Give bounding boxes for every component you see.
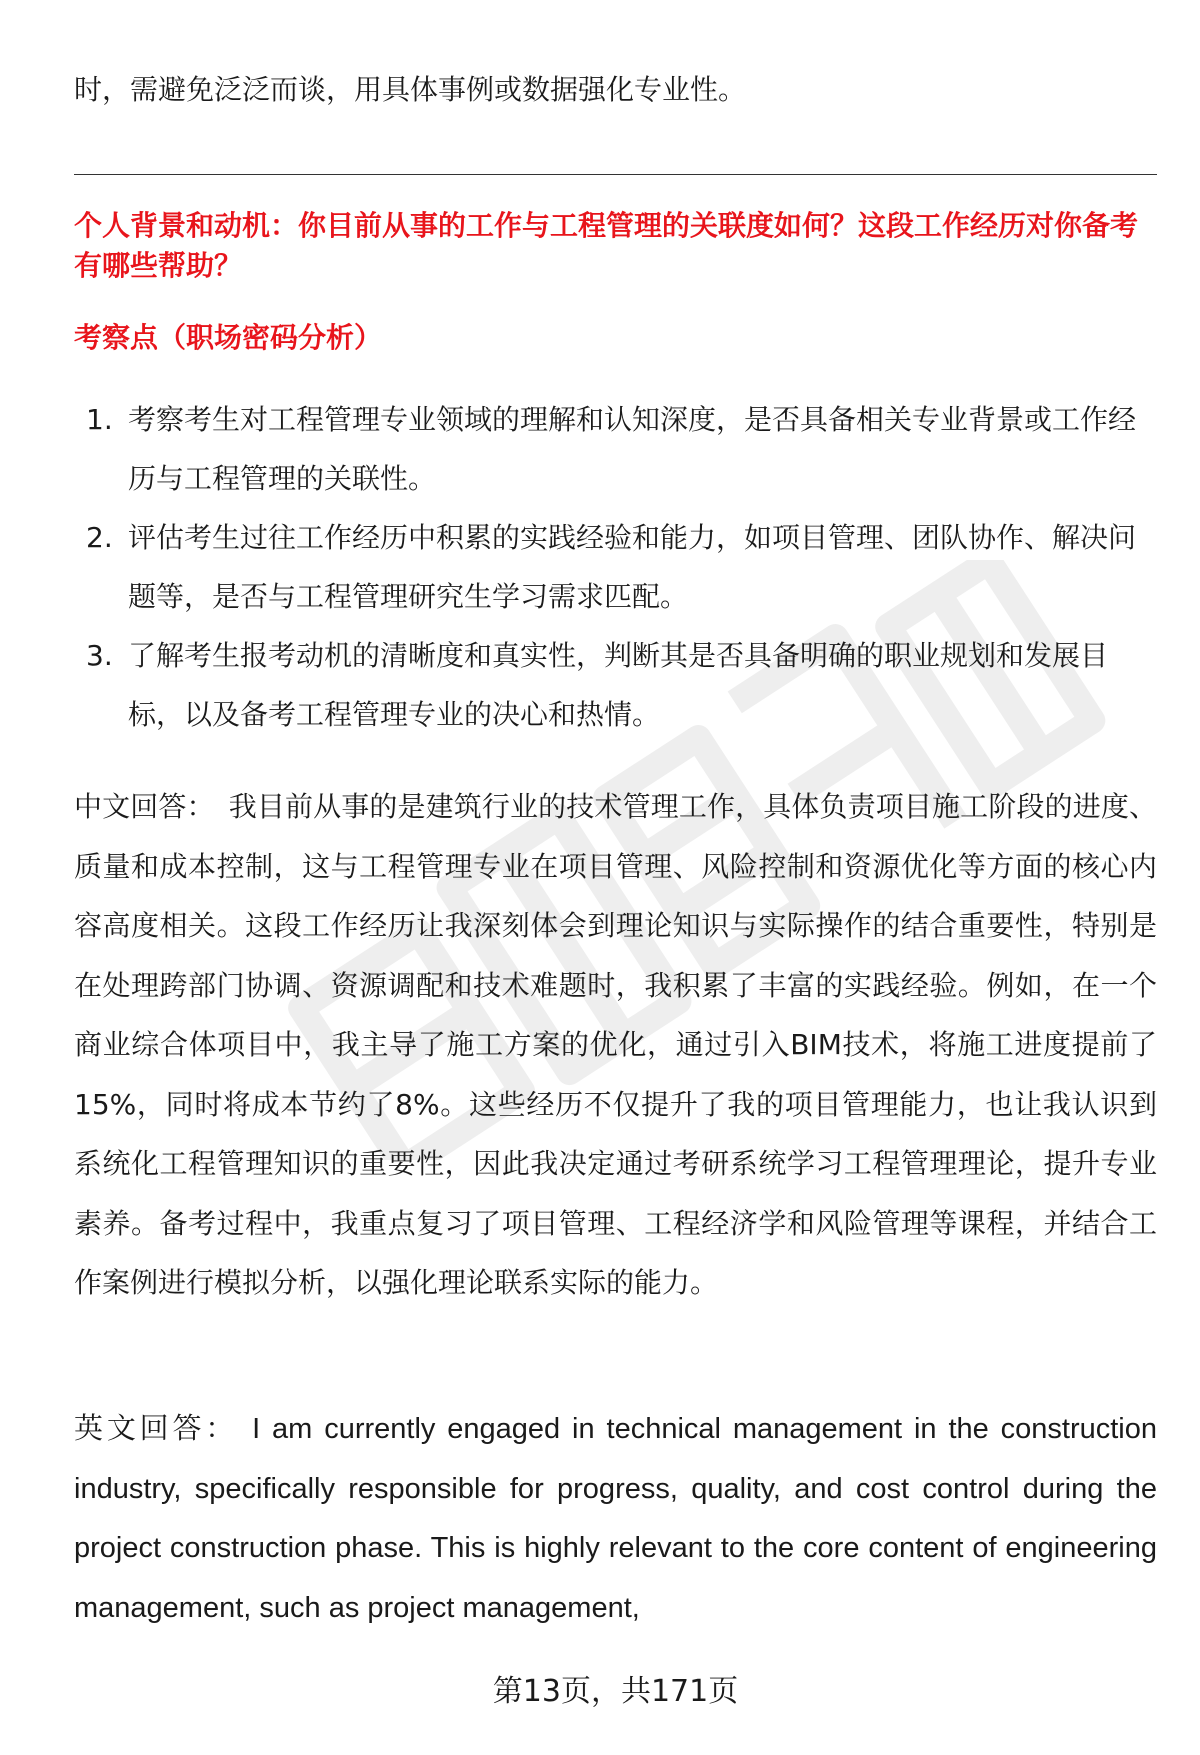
english-answer [74, 1400, 1157, 1638]
english-answer-label: 英文回答： [74, 1413, 239, 1445]
chinese-answer-text: 我目前从事的是建筑行业的技术管理工作，具体负责项目施工阶段的进度、质量和成本控制，这与工程管理专业在项目管理、风险控制和资源优化等方面的核心内容高度相关。这段工作经历让我深刻体会到理论知识与实际操作的结合重要性，特别是在处理跨部门协调、资源调配和技术难题时，我积累了丰富的实践经验。例如，在一个商业综合体项目中，我主导了施工方案的优化，通过引入BIM技术，将施工进度提前了15%，同时将成本节约了8%。这些经历不仅提升了我的项目管理能力，也让我认识到系统化工程管理知识的重要性，因此我决定通过考研系统学习工程管理理论，提升专业素养。备考过程中，我重点复习了项目管理、工程经济学和风险管理等课程，并结合工作案例进行模拟分析，以强化理论联系实际的能力。 [74, 790, 1157, 1299]
question-heading: 个人背景和动机：你目前从事的工作与工程管理的关联度如何？这段工作经历对你备考有哪些帮助？ [74, 209, 1139, 282]
list-number: 1. [86, 403, 113, 436]
document-page [74, 0, 1157, 1755]
list-item [74, 508, 1157, 626]
list-item [74, 626, 1157, 744]
page-number: 第13页，共171页 [492, 1674, 739, 1709]
points-list [74, 390, 1157, 744]
section-divider [74, 174, 1157, 175]
list-number: 2. [86, 521, 113, 554]
list-item [74, 390, 1157, 508]
chinese-answer-label: 中文回答： [74, 790, 215, 823]
points-title: 考察点（职场密码分析） [74, 321, 383, 354]
list-item-text: 考察考生对工程管理专业领域的理解和认知深度，是否具备相关专业背景或工作经历与工程管理的关联性。 [128, 403, 1137, 495]
english-answer-text: I am currently engaged in technical management in the construction industry, specifically responsible for progress, quality, and cost control during the project construction phase. This is highly relevant to the core content of engineering management, such as project management, [74, 1413, 1157, 1624]
continued-paragraph: 时，需避免泛泛而谈，用具体事例或数据强化专业性。 [74, 73, 747, 106]
list-item-text: 评估考生过往工作经历中积累的实践经验和能力，如项目管理、团队协作、解决问题等，是否与工程管理研究生学习需求匹配。 [128, 521, 1137, 613]
chinese-answer [74, 777, 1157, 1313]
list-item-text: 了解考生报考动机的清晰度和真实性，判断其是否具备明确的职业规划和发展目标，以及备考工程管理专业的决心和热情。 [128, 639, 1109, 731]
list-number: 3. [86, 639, 113, 672]
